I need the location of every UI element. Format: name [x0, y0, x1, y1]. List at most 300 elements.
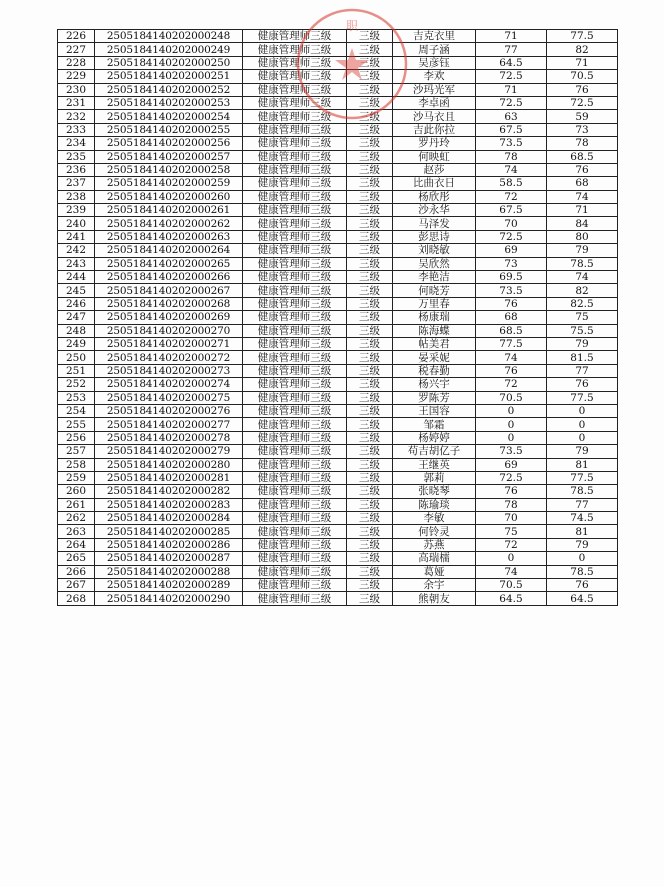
level-cell: 三级 [347, 163, 393, 176]
table-row [58, 284, 618, 297]
level-cell: 三级 [347, 391, 393, 404]
level-cell: 三级 [347, 404, 393, 417]
table-row [58, 311, 618, 324]
score-2-cell: 76 [547, 163, 618, 176]
row-number-cell: 261 [58, 498, 95, 511]
score-2-cell: 74 [547, 190, 618, 203]
level-cell: 三级 [347, 177, 393, 190]
name-cell: 李欢 [393, 70, 476, 83]
score-1-cell: 76 [476, 364, 547, 377]
score-1-cell: 64.5 [476, 592, 547, 605]
occupation-cell: 健康管理师三级 [243, 163, 347, 176]
score-1-cell: 67.5 [476, 123, 547, 136]
exam-id-cell: 2505184140202000274 [95, 378, 243, 391]
occupation-cell: 健康管理师三级 [243, 324, 347, 337]
exam-id-cell: 2505184140202000253 [95, 96, 243, 109]
score-1-cell: 70.5 [476, 579, 547, 592]
table-row [58, 204, 618, 217]
table-row [58, 418, 618, 431]
name-cell: 吉克衣里 [393, 30, 476, 43]
table-row [58, 552, 618, 565]
level-cell: 三级 [347, 552, 393, 565]
score-1-cell: 71 [476, 30, 547, 43]
score-2-cell: 76 [547, 83, 618, 96]
score-1-cell: 73.5 [476, 284, 547, 297]
level-cell: 三级 [347, 83, 393, 96]
table-row [58, 163, 618, 176]
level-cell: 三级 [347, 217, 393, 230]
score-2-cell: 71 [547, 56, 618, 69]
level-cell: 三级 [347, 96, 393, 109]
score-2-cell: 78 [547, 137, 618, 150]
row-number-cell: 255 [58, 418, 95, 431]
row-number-cell: 231 [58, 96, 95, 109]
name-cell: 王继英 [393, 458, 476, 471]
table-row [58, 70, 618, 83]
occupation-cell: 健康管理师三级 [243, 204, 347, 217]
exam-id-cell: 2505184140202000287 [95, 552, 243, 565]
exam-id-cell: 2505184140202000258 [95, 163, 243, 176]
name-cell: 杨康瑞 [393, 311, 476, 324]
occupation-cell: 健康管理师三级 [243, 257, 347, 270]
row-number-cell: 235 [58, 150, 95, 163]
table-row [58, 96, 618, 109]
name-cell: 杨婷婷 [393, 431, 476, 444]
occupation-cell: 健康管理师三级 [243, 337, 347, 350]
exam-id-cell: 2505184140202000263 [95, 230, 243, 243]
row-number-cell: 250 [58, 351, 95, 364]
level-cell: 三级 [347, 150, 393, 163]
score-1-cell: 72 [476, 190, 547, 203]
exam-id-cell: 2505184140202000262 [95, 217, 243, 230]
level-cell: 三级 [347, 525, 393, 538]
row-number-cell: 267 [58, 579, 95, 592]
name-cell: 比曲衣日 [393, 177, 476, 190]
row-number-cell: 260 [58, 485, 95, 498]
score-2-cell: 0 [547, 418, 618, 431]
score-2-cell: 82.5 [547, 297, 618, 310]
exam-id-cell: 2505184140202000290 [95, 592, 243, 605]
score-2-cell: 76 [547, 378, 618, 391]
occupation-cell: 健康管理师三级 [243, 230, 347, 243]
table-row [58, 150, 618, 163]
score-2-cell: 79 [547, 337, 618, 350]
level-cell: 三级 [347, 284, 393, 297]
level-cell: 三级 [347, 271, 393, 284]
row-number-cell: 244 [58, 271, 95, 284]
score-2-cell: 77.5 [547, 391, 618, 404]
occupation-cell: 健康管理师三级 [243, 592, 347, 605]
name-cell: 赵莎 [393, 163, 476, 176]
occupation-cell: 健康管理师三级 [243, 471, 347, 484]
row-number-cell: 253 [58, 391, 95, 404]
table-row [58, 431, 618, 444]
score-1-cell: 63 [476, 110, 547, 123]
score-1-cell: 73 [476, 257, 547, 270]
row-number-cell: 263 [58, 525, 95, 538]
name-cell: 刘晓敏 [393, 244, 476, 257]
level-cell: 三级 [347, 230, 393, 243]
score-1-cell: 69 [476, 244, 547, 257]
occupation-cell: 健康管理师三级 [243, 525, 347, 538]
level-cell: 三级 [347, 445, 393, 458]
name-cell: 李卓函 [393, 96, 476, 109]
row-number-cell: 264 [58, 538, 95, 551]
name-cell: 苏燕 [393, 538, 476, 551]
score-2-cell: 82 [547, 284, 618, 297]
level-cell: 三级 [347, 378, 393, 391]
exam-id-cell: 2505184140202000268 [95, 297, 243, 310]
occupation-cell: 健康管理师三级 [243, 579, 347, 592]
name-cell: 沙玛光军 [393, 83, 476, 96]
occupation-cell: 健康管理师三级 [243, 552, 347, 565]
row-number-cell: 227 [58, 43, 95, 56]
occupation-cell: 健康管理师三级 [243, 498, 347, 511]
exam-id-cell: 2505184140202000260 [95, 190, 243, 203]
level-cell: 三级 [347, 538, 393, 551]
score-2-cell: 73 [547, 123, 618, 136]
score-1-cell: 70 [476, 217, 547, 230]
score-1-cell: 68 [476, 311, 547, 324]
level-cell: 三级 [347, 123, 393, 136]
table-row [58, 257, 618, 270]
row-number-cell: 226 [58, 30, 95, 43]
table-row [58, 525, 618, 538]
table-row [58, 177, 618, 190]
score-2-cell: 75 [547, 311, 618, 324]
row-number-cell: 247 [58, 311, 95, 324]
level-cell: 三级 [347, 70, 393, 83]
score-2-cell: 75.5 [547, 324, 618, 337]
stamp-text: 职 [346, 19, 359, 33]
score-2-cell: 81 [547, 525, 618, 538]
exam-id-cell: 2505184140202000267 [95, 284, 243, 297]
occupation-cell: 健康管理师三级 [243, 217, 347, 230]
table-row [58, 565, 618, 578]
occupation-cell: 健康管理师三级 [243, 311, 347, 324]
table-row [58, 137, 618, 150]
exam-id-cell: 2505184140202000275 [95, 391, 243, 404]
exam-id-cell: 2505184140202000249 [95, 43, 243, 56]
level-cell: 三级 [347, 498, 393, 511]
name-cell: 罗丹玲 [393, 137, 476, 150]
score-1-cell: 75 [476, 525, 547, 538]
row-number-cell: 234 [58, 137, 95, 150]
row-number-cell: 249 [58, 337, 95, 350]
score-2-cell: 74 [547, 271, 618, 284]
exam-id-cell: 2505184140202000251 [95, 70, 243, 83]
level-cell: 三级 [347, 565, 393, 578]
table-row [58, 43, 618, 56]
table-row [58, 579, 618, 592]
name-cell: 帖美君 [393, 337, 476, 350]
row-number-cell: 237 [58, 177, 95, 190]
score-1-cell: 72.5 [476, 230, 547, 243]
score-2-cell: 82 [547, 43, 618, 56]
table-row [58, 297, 618, 310]
name-cell: 税春勤 [393, 364, 476, 377]
score-1-cell: 0 [476, 418, 547, 431]
score-2-cell: 59 [547, 110, 618, 123]
occupation-cell: 健康管理师三级 [243, 83, 347, 96]
score-1-cell: 78 [476, 150, 547, 163]
table-row [58, 230, 618, 243]
name-cell: 吴彦钰 [393, 56, 476, 69]
exam-id-cell: 2505184140202000284 [95, 512, 243, 525]
occupation-cell: 健康管理师三级 [243, 271, 347, 284]
row-number-cell: 245 [58, 284, 95, 297]
name-cell: 葛娅 [393, 565, 476, 578]
occupation-cell: 健康管理师三级 [243, 70, 347, 83]
score-1-cell: 69 [476, 458, 547, 471]
score-2-cell: 77 [547, 498, 618, 511]
occupation-cell: 健康管理师三级 [243, 177, 347, 190]
level-cell: 三级 [347, 431, 393, 444]
name-cell: 郭莉 [393, 471, 476, 484]
score-1-cell: 58.5 [476, 177, 547, 190]
level-cell: 三级 [347, 297, 393, 310]
row-number-cell: 259 [58, 471, 95, 484]
score-2-cell: 79 [547, 244, 618, 257]
level-cell: 三级 [347, 204, 393, 217]
occupation-cell: 健康管理师三级 [243, 244, 347, 257]
row-number-cell: 258 [58, 458, 95, 471]
score-2-cell: 78.5 [547, 485, 618, 498]
score-1-cell: 0 [476, 404, 547, 417]
exam-id-cell: 2505184140202000261 [95, 204, 243, 217]
exam-id-cell: 2505184140202000273 [95, 364, 243, 377]
score-2-cell: 76 [547, 579, 618, 592]
occupation-cell: 健康管理师三级 [243, 150, 347, 163]
name-cell: 周子涵 [393, 43, 476, 56]
exam-id-cell: 2505184140202000271 [95, 337, 243, 350]
level-cell: 三级 [347, 137, 393, 150]
name-cell: 吉此你拉 [393, 123, 476, 136]
score-1-cell: 77.5 [476, 337, 547, 350]
score-2-cell: 72.5 [547, 96, 618, 109]
occupation-cell: 健康管理师三级 [243, 284, 347, 297]
level-cell: 三级 [347, 418, 393, 431]
score-1-cell: 70.5 [476, 391, 547, 404]
score-2-cell: 78.5 [547, 565, 618, 578]
table-row [58, 110, 618, 123]
score-1-cell: 78 [476, 498, 547, 511]
occupation-cell: 健康管理师三级 [243, 512, 347, 525]
score-1-cell: 74 [476, 163, 547, 176]
level-cell: 三级 [347, 56, 393, 69]
occupation-cell: 健康管理师三级 [243, 445, 347, 458]
row-number-cell: 242 [58, 244, 95, 257]
score-1-cell: 74 [476, 565, 547, 578]
name-cell: 杨兴宇 [393, 378, 476, 391]
name-cell: 王国容 [393, 404, 476, 417]
row-number-cell: 241 [58, 230, 95, 243]
table-row [58, 217, 618, 230]
score-2-cell: 68 [547, 177, 618, 190]
table-row [58, 123, 618, 136]
exam-id-cell: 2505184140202000254 [95, 110, 243, 123]
table-row [58, 271, 618, 284]
level-cell: 三级 [347, 364, 393, 377]
row-number-cell: 248 [58, 324, 95, 337]
score-1-cell: 70 [476, 512, 547, 525]
score-2-cell: 74.5 [547, 512, 618, 525]
score-2-cell: 79 [547, 445, 618, 458]
exam-id-cell: 2505184140202000259 [95, 177, 243, 190]
level-cell: 三级 [347, 471, 393, 484]
exam-id-cell: 2505184140202000265 [95, 257, 243, 270]
level-cell: 三级 [347, 592, 393, 605]
row-number-cell: 265 [58, 552, 95, 565]
exam-id-cell: 2505184140202000269 [95, 311, 243, 324]
score-table [57, 29, 618, 606]
score-2-cell: 80 [547, 230, 618, 243]
row-number-cell: 246 [58, 297, 95, 310]
score-1-cell: 72 [476, 538, 547, 551]
row-number-cell: 262 [58, 512, 95, 525]
row-number-cell: 239 [58, 204, 95, 217]
row-number-cell: 229 [58, 70, 95, 83]
level-cell: 三级 [347, 485, 393, 498]
occupation-cell: 健康管理师三级 [243, 404, 347, 417]
name-cell: 晏采妮 [393, 351, 476, 364]
occupation-cell: 健康管理师三级 [243, 431, 347, 444]
occupation-cell: 健康管理师三级 [243, 364, 347, 377]
row-number-cell: 236 [58, 163, 95, 176]
row-number-cell: 232 [58, 110, 95, 123]
score-2-cell: 64.5 [547, 592, 618, 605]
row-number-cell: 252 [58, 378, 95, 391]
score-2-cell: 77 [547, 364, 618, 377]
occupation-cell: 健康管理师三级 [243, 458, 347, 471]
name-cell: 陈瑜琰 [393, 498, 476, 511]
score-2-cell: 0 [547, 431, 618, 444]
row-number-cell: 257 [58, 445, 95, 458]
name-cell: 苟吉胡亿子 [393, 445, 476, 458]
level-cell: 三级 [347, 311, 393, 324]
level-cell: 三级 [347, 458, 393, 471]
exam-id-cell: 2505184140202000257 [95, 150, 243, 163]
exam-id-cell: 2505184140202000272 [95, 351, 243, 364]
table-row [58, 30, 618, 43]
name-cell: 马泽发 [393, 217, 476, 230]
score-2-cell: 70.5 [547, 70, 618, 83]
level-cell: 三级 [347, 324, 393, 337]
exam-id-cell: 2505184140202000277 [95, 418, 243, 431]
table-row [58, 391, 618, 404]
occupation-cell: 健康管理师三级 [243, 538, 347, 551]
table-row [58, 458, 618, 471]
table-row [58, 378, 618, 391]
score-1-cell: 73.5 [476, 445, 547, 458]
table-row [58, 190, 618, 203]
score-1-cell: 0 [476, 431, 547, 444]
row-number-cell: 233 [58, 123, 95, 136]
level-cell: 三级 [347, 244, 393, 257]
name-cell: 何晓芳 [393, 284, 476, 297]
row-number-cell: 230 [58, 83, 95, 96]
table-row [58, 445, 618, 458]
occupation-cell: 健康管理师三级 [243, 378, 347, 391]
level-cell: 三级 [347, 579, 393, 592]
occupation-cell: 健康管理师三级 [243, 565, 347, 578]
level-cell: 三级 [347, 351, 393, 364]
score-1-cell: 76 [476, 485, 547, 498]
score-2-cell: 77.5 [547, 471, 618, 484]
exam-id-cell: 2505184140202000283 [95, 498, 243, 511]
row-number-cell: 243 [58, 257, 95, 270]
exam-id-cell: 2505184140202000276 [95, 404, 243, 417]
name-cell: 邹霜 [393, 418, 476, 431]
table-row [58, 512, 618, 525]
score-1-cell: 68.5 [476, 324, 547, 337]
score-2-cell: 78.5 [547, 257, 618, 270]
table-body [58, 30, 618, 606]
score-2-cell: 68.5 [547, 150, 618, 163]
table-row [58, 337, 618, 350]
exam-id-cell: 2505184140202000280 [95, 458, 243, 471]
exam-id-cell: 2505184140202000252 [95, 83, 243, 96]
score-2-cell: 0 [547, 404, 618, 417]
name-cell: 熊朝友 [393, 592, 476, 605]
name-cell: 李敏 [393, 512, 476, 525]
score-1-cell: 71 [476, 83, 547, 96]
row-number-cell: 228 [58, 56, 95, 69]
occupation-cell: 健康管理师三级 [243, 418, 347, 431]
exam-id-cell: 2505184140202000278 [95, 431, 243, 444]
score-2-cell: 84 [547, 217, 618, 230]
name-cell: 沙永华 [393, 204, 476, 217]
level-cell: 三级 [347, 43, 393, 56]
table-row [58, 498, 618, 511]
score-1-cell: 72.5 [476, 96, 547, 109]
score-1-cell: 72 [476, 378, 547, 391]
row-number-cell: 266 [58, 565, 95, 578]
name-cell: 罗陈芳 [393, 391, 476, 404]
row-number-cell: 251 [58, 364, 95, 377]
name-cell: 李艳洁 [393, 271, 476, 284]
level-cell: 三级 [347, 110, 393, 123]
occupation-cell: 健康管理师三级 [243, 190, 347, 203]
exam-id-cell: 2505184140202000282 [95, 485, 243, 498]
occupation-cell: 健康管理师三级 [243, 96, 347, 109]
score-1-cell: 67.5 [476, 204, 547, 217]
occupation-cell: 健康管理师三级 [243, 123, 347, 136]
exam-id-cell: 2505184140202000289 [95, 579, 243, 592]
table-row [58, 538, 618, 551]
level-cell: 三级 [347, 30, 393, 43]
exam-id-cell: 2505184140202000256 [95, 137, 243, 150]
score-2-cell: 79 [547, 538, 618, 551]
score-2-cell: 71 [547, 204, 618, 217]
table-row [58, 404, 618, 417]
score-1-cell: 0 [476, 552, 547, 565]
exam-id-cell: 2505184140202000270 [95, 324, 243, 337]
exam-id-cell: 2505184140202000285 [95, 525, 243, 538]
score-2-cell: 81 [547, 458, 618, 471]
table-row [58, 364, 618, 377]
name-cell: 沙马衣且 [393, 110, 476, 123]
level-cell: 三级 [347, 337, 393, 350]
score-1-cell: 74 [476, 351, 547, 364]
exam-id-cell: 2505184140202000255 [95, 123, 243, 136]
table-row [58, 56, 618, 69]
exam-id-cell: 2505184140202000264 [95, 244, 243, 257]
table-row [58, 351, 618, 364]
exam-id-cell: 2505184140202000288 [95, 565, 243, 578]
name-cell: 高瑞檽 [393, 552, 476, 565]
occupation-cell: 健康管理师三级 [243, 297, 347, 310]
